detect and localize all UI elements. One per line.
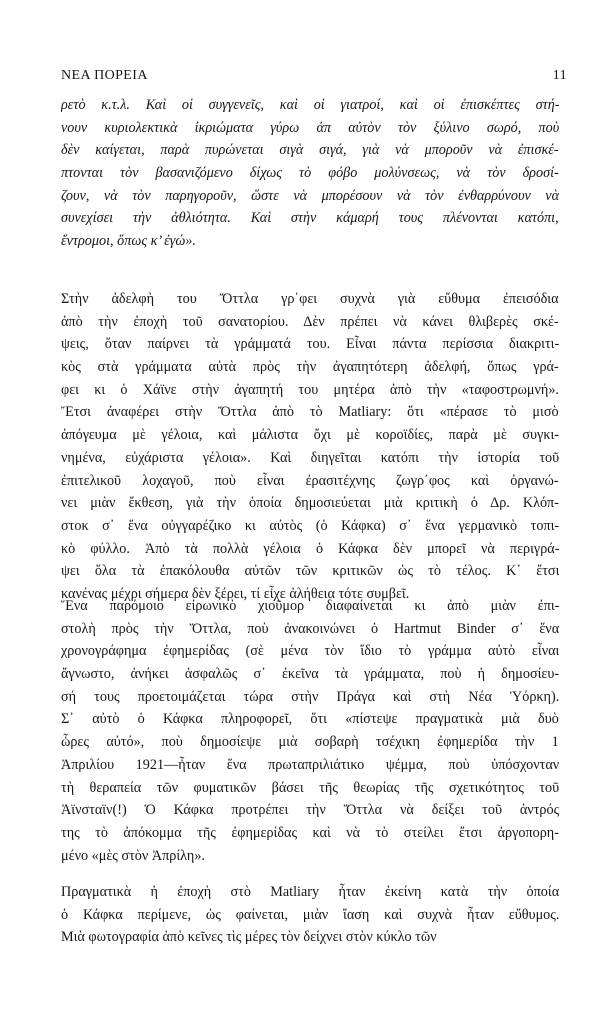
text-line: κὸ φύλλο. Ἀπὸ τὰ πολλὰ γέλοια ὁ Κάφκα δὲν μπορεῖ νὰ περιγρά- <box>61 540 559 557</box>
text-line: Ἀϊνσταϊν(!) Ὁ Κάφκα προτρέπει τὴν Ὄττλα νὰ δείξει τοῦ ἀντρός <box>61 802 559 819</box>
text-line: ζουν, νὰ τὸν παρηγοροῦν, ὥστε νὰ μπορέσουν νὰ τὸν ἐνθαρρύνουν νὰ <box>61 187 559 204</box>
paragraph-quote-continuation <box>61 94 559 253</box>
text-line: κανένας μέχρι σήμερα δὲν ξέρει, τί εἶχε ἀλήθεια τότε συμβεῖ. <box>61 585 410 602</box>
text-line: ἀπόγευμα μὲ γέλοια, καὶ μάλιστα ὄχι μὲ κοροϊδίες, παρὰ μὲ συγκι- <box>61 427 559 444</box>
text-line: συνεχίσει τὴν ἀθλιότητα. Καὶ στὴν κάμαρή τους πλένονται κατόπι, <box>61 210 559 227</box>
text-line: Σ᾽ αὐτὸ ὁ Κάφκα πληροφορεῖ, ὅτι «πίστεψε πραγματικὰ μιὰ δυὸ <box>61 711 559 728</box>
text-line: πτονται τὸν βασανιζόμενο δίχως τὸ φόβο μολύνσεως, νὰ τὸν δροσί- <box>61 165 559 182</box>
text-line: ρετὸ κ.τ.λ. Καὶ οἱ συγγενεῖς, καὶ οἱ γιατροί, καὶ οἱ ἐπισκέπτες στή- <box>61 97 559 113</box>
text-line: ὧρες αὐτό», ποὺ δημοσίεψε μιὰ σοβαρὴ τσέχικη ἐφημερίδα τὴν 1 <box>61 734 559 751</box>
text-line: ἔντρομοι, ὅπως κ’ ἐγώ». <box>61 233 196 250</box>
paragraph-matliary-period <box>61 881 559 949</box>
text-line: ἀπὸ τὴν ἐποχὴ τοῦ σανατορίου. Δὲν πρέπει νὰ κάνει θλιβερὲς σκέ- <box>61 313 559 330</box>
text-line: κὸς στὰ γράμματα αὐτὰ πρὸς τὴν ἀγαπητότερη ἀδελφή, ὅπως γρά- <box>61 359 559 376</box>
text-line: μένο «μὲς στὸν Ἀπρίλη». <box>61 847 205 864</box>
text-line: τὴ θεραπεία τῶν φυματικῶν βάσει τῆς θεωρίας τῆς σχετικότητος τοῦ <box>61 779 559 796</box>
text-line: Μιὰ φωτογραφία ἀπὸ κεῖνες τὶς μέρες τὸν δείχνει στὸν κύκλο τῶν <box>61 929 437 946</box>
text-line: νημένα, εὐχάριστα γέλοια». Καὶ διηγεῖται κατόπι τὴν ἱστορία τοῦ <box>61 449 559 466</box>
text-line: Στὴν ἀδελφὴ του Ὄττλα γρ΄φει συχνὰ γιὰ εὔθυμα ἐπεισόδια <box>61 291 559 307</box>
text-line: στοκ σ᾽ ἕνα οὐγγαρέζικο κι αὐτὸς (ὁ Κάφκα) σ᾽ ἕνα γερμανικὸ τοπι- <box>61 517 559 534</box>
running-header <box>61 68 567 88</box>
text-line: χρονογράφημα ἐφημερίδας (σὲ μένα τὸν ἴδιο τὸ γράμμα αὐτὸ εἶναι <box>61 643 559 660</box>
text-line: στολὴ πρὸς τὴν Ὄττλα, ποὺ ἀνακοινώνει ὁ Hartmut Binder σ᾽ ἕνα <box>61 620 559 637</box>
text-line: νει μιὰν ἔκθεση, γιὰ τὴν ὁποία δημοσιεύεται μιὰ κριτικὴ ὁ Δρ. Κλόπ- <box>61 495 559 512</box>
paragraph-letters-to-ottla <box>61 288 559 606</box>
text-line: Ἕνα παρόμοιο εἰρωνικὸ χιοῦμορ διαφαίνεται κι ἀπὸ μιὰν ἐπι- <box>61 598 559 614</box>
text-line: ἄγνωστο, ἀνήκει ἀσφαλῶς σ᾽ ἐκεῖνα τὰ γράμματα, ποὺ ἡ δημοσίευ- <box>61 666 559 683</box>
text-line: ὁ Κάφκα περίμενε, ὡς φαίνεται, μιὰν ἴαση καὶ συχνὰ ἦταν εὔθυμος. <box>61 906 559 923</box>
text-line: Πραγματικὰ ἡ ἐποχὴ στὸ Matliary ἦταν ἐκείνη κατὰ τὴν ὁποία <box>61 884 559 900</box>
page-number: 11 <box>552 68 567 83</box>
text-line: φει κι ὁ Χάϊνε στὴν ἀγαπητή του μητέρα ἀπὸ τὴν «ταφοστρωμνή». <box>61 381 559 398</box>
text-line: ἐπιτελικοῦ λοχαγοῦ, ποὺ εἶναι ἐρασιτέχνης ζωγρ΄φος καὶ ὀργανώ- <box>61 472 559 489</box>
text-line: ψει ὅλα τὰ ἐπακόλουθα αὐτῶν τῶν κριτικῶν ὡς τὸ τέλος. Κ᾽ ἔτσι <box>61 563 559 580</box>
text-line: δὲν καίγεται, παρὰ πυρώνεται σιγὰ σιγά, γιὰ νὰ μποροῦν νὰ ἐπισκέ- <box>61 142 559 159</box>
paragraph-ironic-humor <box>61 595 559 867</box>
journal-title: ΝΕΑ ΠΟΡΕΙΑ <box>61 68 148 83</box>
text-line: Ἔτσι ἀναφέρει στὴν Ὄττλα ἀπὸ τὸ Matliary: ὅτι «πέρασε τὸ μισὸ <box>61 404 559 421</box>
text-line: σή τους προετοιμάζεται τώρα στὴν Πράγα καὶ στὴ Νέα Ὑόρκη). <box>61 688 559 705</box>
text-line: της τὸ ἀπόκομμα τῆς ἐφημερίδας καὶ νὰ τὸ στείλει ἔτσι ἀργοπορη- <box>61 824 559 841</box>
text-line: ψεις, ὅταν παίρνει τὰ γράμματά του. Εἶναι πάντα περίσσια διακριτι- <box>61 336 559 353</box>
text-line: Ἀπριλίου 1921—ἦταν ἕνα πρωταπριλιάτικο ψέμμα, ποὺ ὑπόσχονταν <box>61 756 559 773</box>
text-line: νουν κυριολεκτικὰ ἰκριώματα γύρω ἀπ αὐτὸν τὸν ξύλινο σωρό, ποὺ <box>61 119 559 136</box>
